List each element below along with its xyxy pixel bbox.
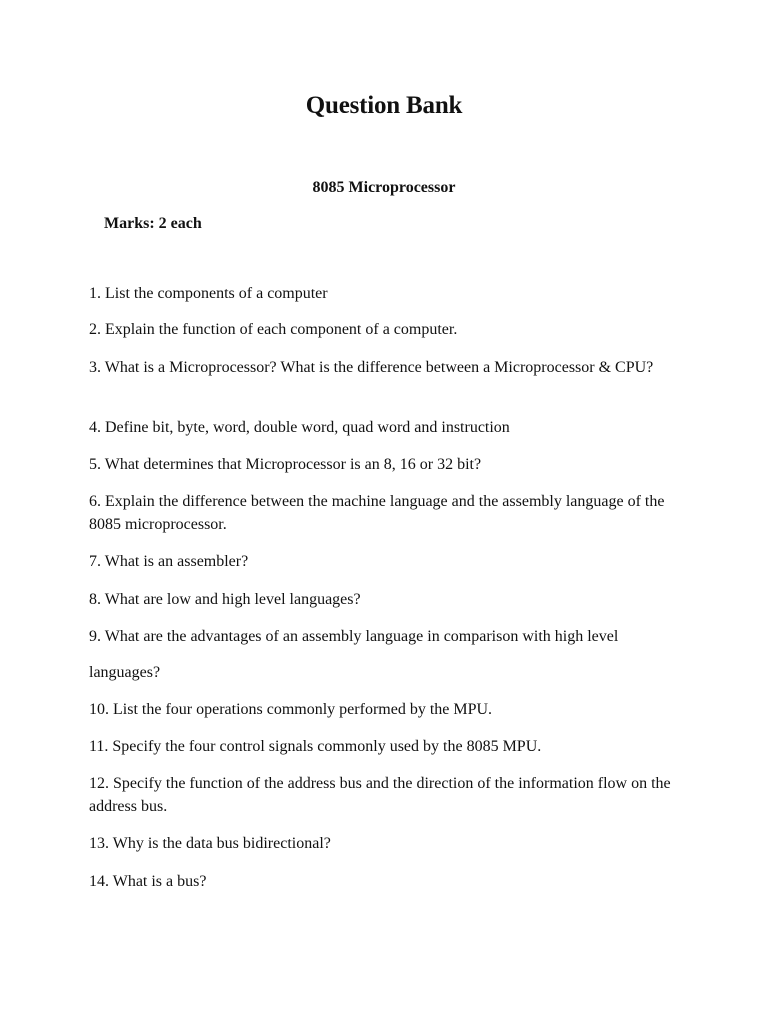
question-item: 5. What determines that Microprocessor is an 8, 16 or 32 bit? [89,456,482,473]
question-item: 10. List the four operations commonly performed by the MPU. [89,701,493,718]
question-item: 13. Why is the data bus bidirectional? [89,835,331,852]
question-item-continuation: languages? [89,664,161,681]
question-item: 6. Explain the difference between the machine language and the assembly language of the 8085 microprocessor. [89,493,665,533]
question-item: 14. What is a bus? [89,873,207,890]
marks-label: Marks: 2 each [104,215,202,232]
question-item: 9. What are the advantages of an assembly language in comparison with high level [89,628,619,645]
question-item: 2. Explain the function of each component of a computer. [89,321,458,338]
question-item: 11. Specify the four control signals commonly used by the 8085 MPU. [89,738,542,755]
page-subtitle: 8085 Microprocessor [312,179,456,196]
question-item: 8. What are low and high level languages? [89,591,361,608]
question-item: 3. What is a Microprocessor? What is the difference between a Microprocessor & CPU? [89,359,654,376]
question-item: 12. Specify the function of the address bus and the direction of the information flow on the address bus. [89,775,671,815]
page-title: Question Bank [305,92,463,119]
question-item: 4. Define bit, byte, word, double word, quad word and instruction [89,419,510,436]
question-item: 7. What is an assembler? [89,553,249,570]
question-item: 1. List the components of a computer [89,285,328,302]
